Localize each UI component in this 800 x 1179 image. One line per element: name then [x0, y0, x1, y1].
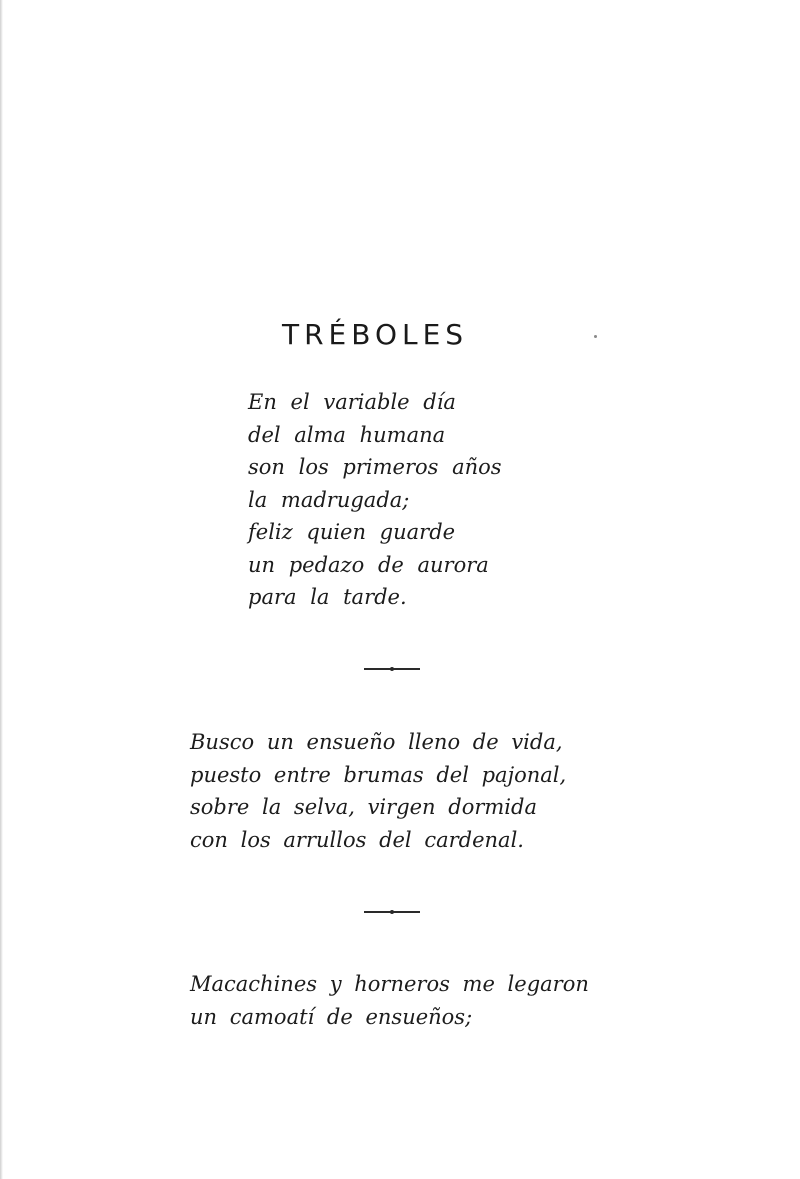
stanza-1 — [248, 386, 502, 614]
page-edge-shadow — [0, 0, 3, 1179]
stanza-line: un pedazo de aurora — [248, 552, 489, 577]
stanza-line: un camoatí de ensueños; — [190, 1004, 473, 1029]
stanza-line: la madrugada; — [248, 487, 410, 512]
print-speck — [594, 335, 597, 338]
stanza-separator-2 — [364, 911, 420, 913]
stanza-line: puesto entre brumas del pajonal, — [190, 762, 567, 787]
poem-title: TRÉBOLES — [282, 318, 469, 351]
stanza-line: son los primeros años — [248, 455, 502, 479]
stanza-line: Macachines y horneros me legaron — [190, 972, 589, 996]
stanza-line: En el variable día — [248, 390, 456, 414]
stanza-2 — [190, 726, 566, 856]
stanza-line: con los arrullos del cardenal. — [190, 827, 524, 852]
stanza-line: feliz quien guarde — [248, 520, 456, 544]
stanza-separator-1 — [364, 668, 420, 670]
stanza-line: sobre la selva, virgen dormida — [190, 795, 537, 819]
stanza-line: para la tarde. — [248, 585, 407, 609]
stanza-line: Busco un ensueño lleno de vida, — [190, 730, 563, 754]
stanza-line: del alma humana — [248, 422, 446, 447]
stanza-3 — [190, 968, 589, 1033]
